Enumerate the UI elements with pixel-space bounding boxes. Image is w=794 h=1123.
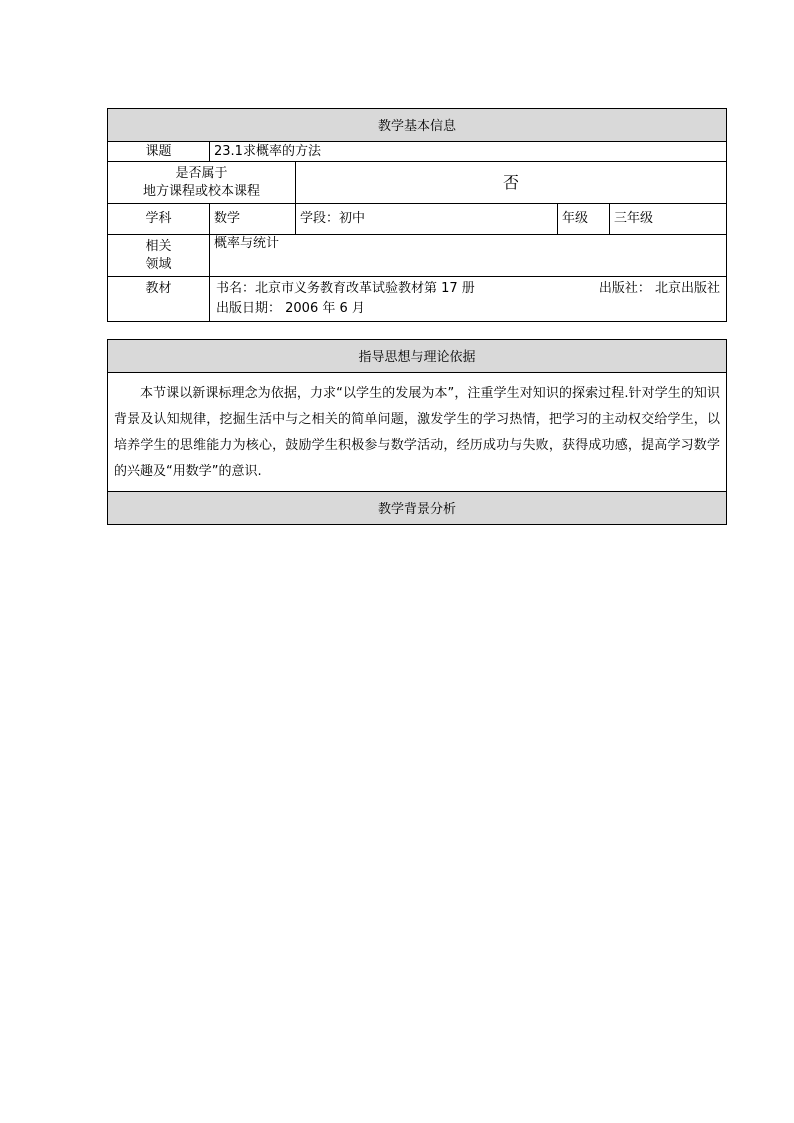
local-course-label-line1: 是否属于 xyxy=(175,165,228,181)
background-header: 教学背景分析 xyxy=(108,492,727,525)
field-label xyxy=(108,235,210,277)
field-label-line2: 领域 xyxy=(145,256,172,272)
field-label-line1: 相关 xyxy=(145,238,172,254)
material-label: 教材 xyxy=(108,277,210,322)
material-publisher: 出版社： 北京出版社 xyxy=(598,281,721,296)
stage-value: 学段：初中 xyxy=(296,204,558,235)
topic-label: 课题 xyxy=(108,142,210,162)
grade-value: 三年级 xyxy=(610,204,727,235)
local-course-value: 否 xyxy=(296,162,727,204)
guidance-table xyxy=(107,339,727,525)
guidance-header: 指导思想与理论依据 xyxy=(108,340,727,373)
guidance-paragraph: 本节课以新课标理念为依据，力求“以学生的发展为本”，注重学生对知识的探索过程.针对学生的知识背景及认知规律，挖掘生活中与之相关的简单问题，激发学生的学习热情，把学习的主动权交给学生，以培养学生的思维能力为核心，鼓励学生积极参与数学活动，经历成功与失败，获得成功感，提高学习数学的兴趣及“用数学”的意识. xyxy=(108,373,727,492)
basic-info-header: 教学基本信息 xyxy=(108,109,727,142)
topic-value: 23.1求概率的方法 xyxy=(210,142,727,162)
basic-info-table xyxy=(107,108,727,322)
local-course-label xyxy=(108,162,296,204)
field-value: 概率与统计 xyxy=(210,235,727,277)
local-course-label-line2: 地方课程或校本课程 xyxy=(142,183,260,199)
material-line-1 xyxy=(216,279,720,299)
material-date: 出版日期： 2006 年 6 月 xyxy=(216,301,365,316)
subject-value: 数学 xyxy=(210,204,296,235)
material-book: 书名：北京市义务教育改革试验教材第 17 册 xyxy=(216,281,475,296)
grade-label: 年级 xyxy=(558,204,610,235)
subject-label: 学科 xyxy=(108,204,210,235)
material-value xyxy=(210,277,727,322)
